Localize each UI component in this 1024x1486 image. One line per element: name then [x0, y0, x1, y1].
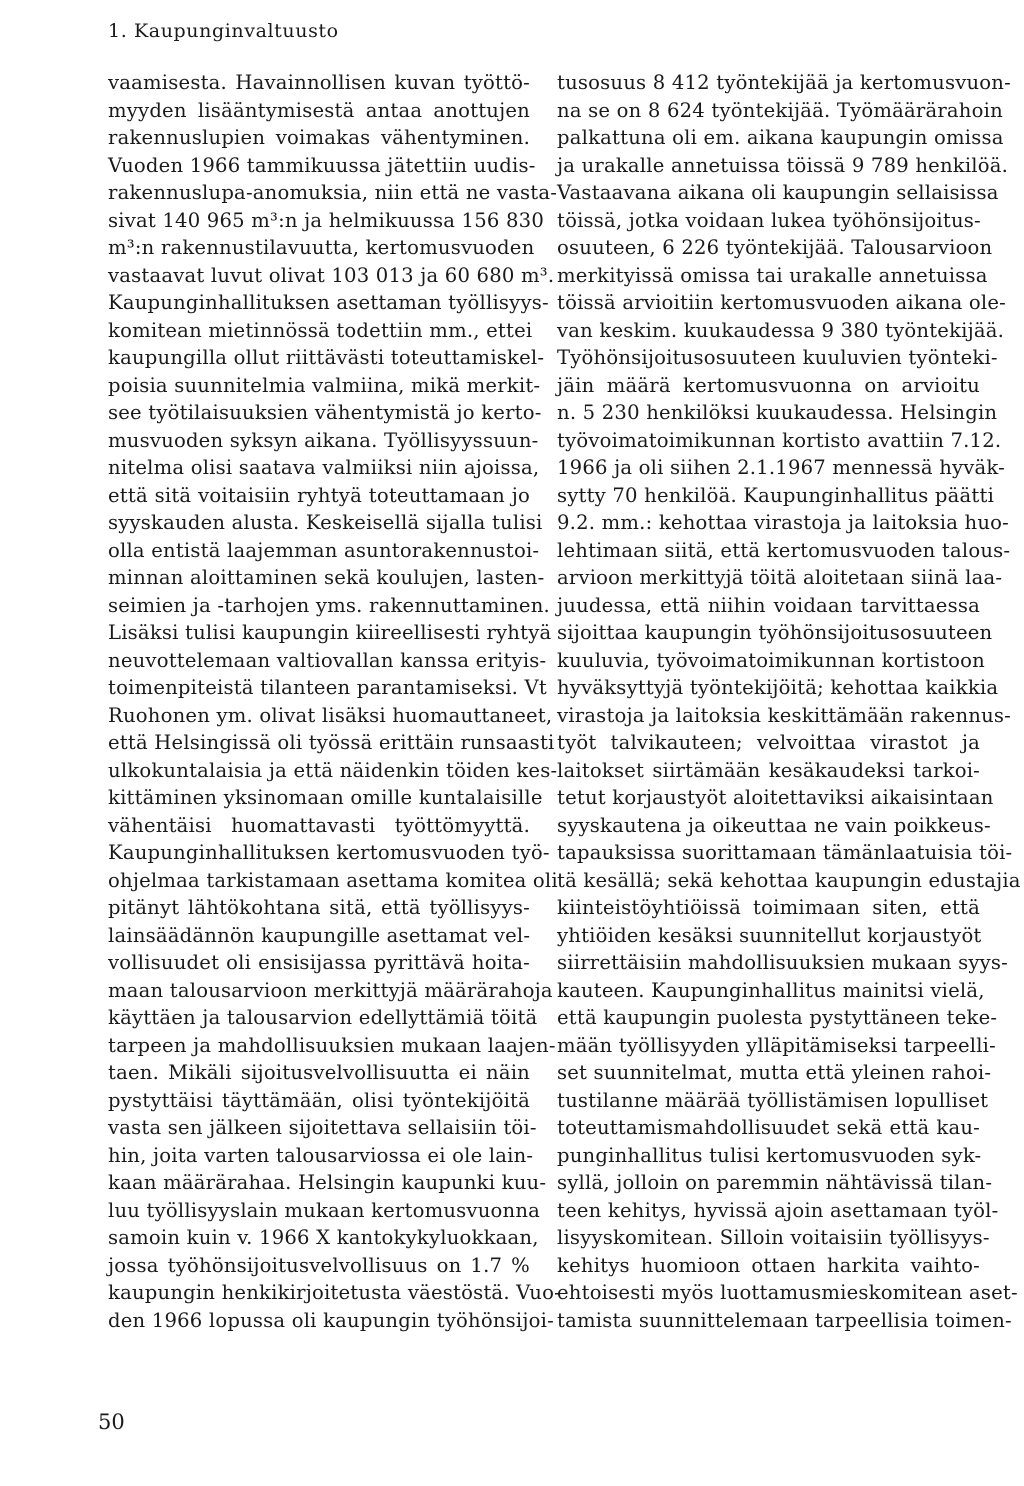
text-line: että sitä voitaisiin ryhtyä toteuttamaan jo	[108, 483, 530, 507]
text-line: lainsäädännön kaupungille asettamat vel-	[108, 923, 531, 947]
text-line: Vuoden 1966 tammikuussa jätettiin uudis-	[108, 153, 536, 177]
text-line: musvuoden syksyn aikana. Työllisyyssuun-	[108, 428, 539, 452]
text-line: syllä, jolloin on paremmin nähtävissä tilan-	[557, 1171, 993, 1194]
text-line: pitänyt lähtökohtana sitä, että työllisyys-	[108, 896, 530, 919]
text-line: see työtilaisuuksien vähentymistä jo kerto-	[108, 401, 542, 424]
text-line: laitokset siirtämään kesäkaudeksi tarkoi-	[557, 758, 980, 782]
text-line: käyttäen ja talousarvion edellyttämiä töitä	[108, 1006, 538, 1029]
text-line: töissä arvioitiin kertomusvuoden aikana ole-	[557, 291, 1006, 314]
text-line: den 1966 lopussa oli kaupungin työhönsijoi-	[108, 1308, 554, 1332]
text-line: 1966 ja oli siihen 2.1.1967 mennessä hyväk-	[557, 456, 1005, 479]
text-line: kehitys huomioon ottaen harkita vaihto-	[557, 1253, 980, 1277]
text-line: siirrettäisiin mahdollisuuksien mukaan syys-	[557, 951, 1008, 974]
text-line: hyväksyttyjä työntekijöitä; kehottaa kaikkia	[557, 676, 999, 699]
text-line: Ruohonen ym. olivat lisäksi huomauttaneet,	[108, 703, 553, 727]
text-line: kaupungilla ollut riittävästi toteuttamiskel-	[108, 346, 545, 369]
text-line: arvioon merkittyjä töitä aloitetaan siinä laa-	[557, 566, 1003, 589]
text-line: että Helsingissä oli työssä erittäin runsaasti	[108, 731, 555, 754]
text-line: ehtoisesti myös luottamusmieskomitean aset-	[557, 1281, 1018, 1304]
running-header: 1. Kaupunginvaltuusto	[108, 20, 339, 42]
text-line: jäin määrä kertomusvuonna on arvioitu	[557, 373, 980, 397]
text-line: myyden lisääntymisestä antaa anottujen	[108, 98, 530, 122]
page-number: 50	[98, 1410, 125, 1434]
text-line: lisyyskomitean. Silloin voitaisiin työllisyys-	[557, 1226, 990, 1249]
text-line: töissä, jotka voidaan lukea työhönsijoitus-	[557, 208, 981, 232]
text-line: ulkokuntalaisia ja että näidenkin töiden kes-	[108, 758, 558, 782]
text-line: vähentäisi huomattavasti työttömyyttä.	[108, 813, 530, 837]
text-line: lehtimaan siitä, että kertomusvuoden talous-	[557, 538, 1011, 562]
text-line: tetut korjaustyöt aloitettaviksi aikaisintaan	[557, 786, 994, 809]
text-line: Työhönsijoitusosuuteen kuuluvien työnteki-	[557, 346, 998, 369]
text-line: että kaupungin puolesta pystyttäneen teke-	[557, 1006, 998, 1029]
text-line: hin, joita varten talousarviossa ei ole lain-	[108, 1143, 534, 1167]
text-line: tä kesällä; sekä kehottaa kaupungin edustajia	[557, 868, 1021, 892]
text-line: maan talousarvioon merkittyjä määrärahoja	[108, 978, 553, 1002]
text-line: tustilanne määrää työllistämisen lopulliset	[557, 1088, 989, 1112]
text-line: vollisuudet oli ensisijassa pyrittävä hoita-	[108, 951, 530, 974]
text-line: virastoja ja laitoksia keskittämään rakennus-	[557, 703, 1012, 727]
text-line: syyskauden alusta. Keskeisellä sijalla tulisi	[108, 511, 543, 534]
text-line: van keskim. kuukaudessa 9 380 työntekijää.	[557, 318, 1005, 342]
text-line: kittäminen yksinomaan omille kuntalaisille	[108, 786, 543, 809]
text-line: na se on 8 624 työntekijää. Työmäärärahoin	[557, 98, 1003, 122]
text-line: tusosuus 8 412 työntekijää ja kertomusvuon-	[557, 71, 1011, 94]
text-line: minnan aloittaminen sekä koulujen, lasten-	[108, 566, 545, 589]
text-line: vaamisesta. Havainnollisen kuvan työttö-	[108, 71, 530, 94]
text-line: olla entistä laajemman asuntorakennustoi-	[108, 538, 540, 562]
text-line: kiinteistöyhtiöissä toimimaan siten, että	[557, 896, 980, 919]
text-line: palkattuna oli em. aikana kaupungin omissa	[557, 126, 1004, 149]
text-line: Kaupunginhallituksen kertomusvuoden työ-	[108, 841, 550, 864]
text-line: set suunnitelmat, mutta että yleinen rahoi-	[557, 1061, 992, 1084]
text-line: kaan määrärahaa. Helsingin kaupunki kuu-	[108, 1171, 547, 1194]
text-line: Vastaavana aikana oli kaupungin sellaisissa	[557, 181, 999, 204]
text-line: työvoimatoimikunnan kortisto avattiin 7.12.	[557, 428, 1002, 452]
text-line: 9.2. mm.: kehottaa virastoja ja laitoksia huo-	[557, 511, 1009, 534]
text-line: jossa työhönsijoitusvelvollisuus on 1.7 %	[108, 1253, 530, 1277]
right-text-column	[557, 69, 1021, 1334]
text-line: n. 5 230 henkilöksi kuukaudessa. Helsingin	[557, 401, 998, 424]
text-line: osuuteen, 6 226 työntekijää. Talousarvioon	[557, 236, 993, 259]
text-line: seimien ja -tarhojen yms. rakennuttaminen.	[108, 593, 550, 617]
text-line: tamista suunnittelemaan tarpeellisia toimen-	[557, 1308, 1012, 1332]
text-line: samoin kuin v. 1966 X kantokykyluokkaan,	[108, 1226, 539, 1249]
text-line: pystyttäisi täyttämään, olisi työntekijöitä	[108, 1088, 530, 1112]
text-line: toimenpiteistä tilanteen parantamiseksi. Vt	[108, 676, 547, 699]
text-line: rakennuslupa-anomuksia, niin että ne vasta-	[108, 181, 558, 204]
text-line: sijoittaa kaupungin työhönsijoitusosuuteen	[557, 621, 993, 644]
text-line: työt talvikauteen; velvoittaa virastot ja	[557, 731, 980, 754]
text-line: nitelma olisi saatava valmiiksi niin ajoissa,	[108, 456, 540, 479]
text-line: vastaavat luvut olivat 103 013 ja 60 680 m³.	[108, 263, 555, 287]
text-line: sytty 70 henkilöä. Kaupunginhallitus päätti	[557, 483, 995, 507]
text-line: ja urakalle annetuissa töissä 9 789 henkilöä.	[557, 153, 1009, 177]
text-line: neuvottelemaan valtiovallan kanssa erityis-	[108, 648, 547, 672]
text-line: Lisäksi tulisi kaupungin kiireellisesti ryhtyä	[108, 621, 552, 644]
text-line: luu työllisyyslain mukaan kertomusvuonna	[108, 1198, 541, 1222]
text-line: tarpeen ja mahdollisuuksien mukaan laajen-	[108, 1033, 556, 1057]
text-line: m³:n rakennustilavuutta, kertomusvuoden	[108, 236, 535, 259]
text-line: juudessa, että niihin voidaan tarvittaessa	[557, 593, 980, 617]
text-line: poisia suunnitelmia valmiina, mikä merkit-	[108, 373, 541, 397]
text-line: merkityissä omissa tai urakalle annetuissa	[557, 263, 988, 287]
text-line: toteuttamismahdollisuudet sekä että kau-	[557, 1116, 980, 1139]
text-line: sivat 140 965 m³:n ja helmikuussa 156 830	[108, 208, 544, 232]
text-line: kaupungin henkikirjoitetusta väestöstä. Vuo-	[108, 1281, 561, 1304]
text-line: teen kehitys, hyvissä ajoin asettamaan työl-	[557, 1198, 999, 1222]
text-line: yhtiöiden kesäksi suunnitellut korjaustyöt	[557, 923, 982, 947]
text-line: punginhallitus tulisi kertomusvuoden syk-	[557, 1143, 982, 1167]
text-line: vasta sen jälkeen sijoitettava sellaisiin töi-	[108, 1116, 537, 1139]
text-line: Kaupunginhallituksen asettaman työllisyys-	[108, 291, 549, 314]
text-line: rakennuslupien voimakas vähentyminen.	[108, 126, 530, 149]
text-line: mään työllisyyden ylläpitämiseksi tarpeelli-	[557, 1033, 996, 1057]
text-line: taen. Mikäli sijoitusvelvollisuutta ei näin	[108, 1061, 530, 1084]
text-line: komitean mietinnössä todettiin mm., ettei	[108, 318, 533, 342]
text-line: syyskautena ja oikeuttaa ne vain poikkeus-	[557, 813, 991, 837]
text-line: kuuluvia, työvoimatoimikunnan kortistoon	[557, 648, 985, 672]
text-line: tapauksissa suorittamaan tämänlaatuisia töi-	[557, 841, 1013, 864]
text-line: kauteen. Kaupunginhallitus mainitsi vielä,	[557, 978, 985, 1002]
text-line: ohjelmaa tarkistamaan asettama komitea oli	[108, 868, 558, 892]
left-text-column	[108, 69, 561, 1334]
